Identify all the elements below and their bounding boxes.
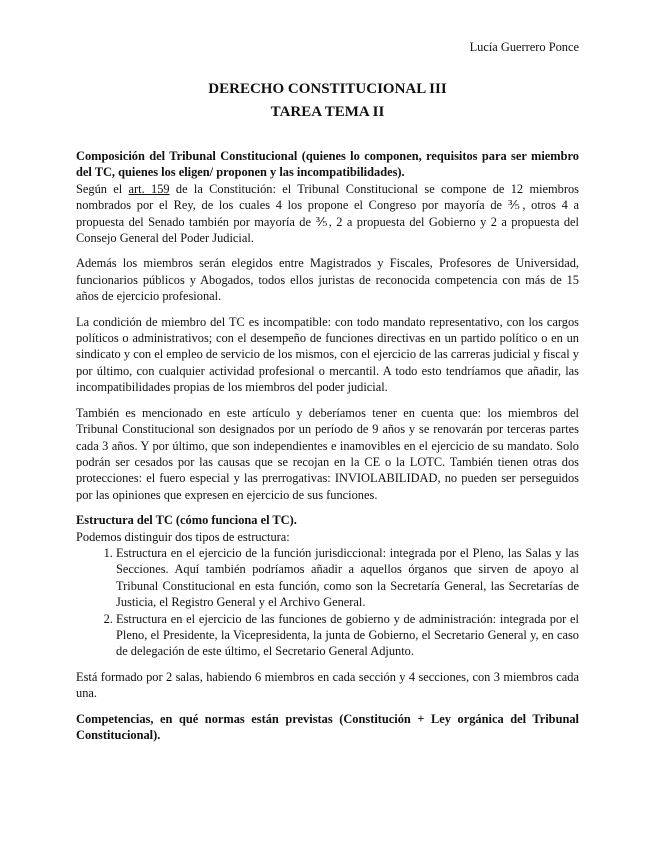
article-link[interactable]: art. 159 <box>128 181 170 196</box>
paragraph-term: También es mencionado en este artículo y deberíamos tener en cuenta que: los miembros del Tribunal Constitucional son designados por un período de 9 años y se renovarán por terceras partes cada 3 años. Y por último, que son independientes e inamovibles en el ejercicio de su mandato. Solo podrán ser cesados por las causas que se recojan en la CE o la LOTC. También tienen otras dos protecciones: el fuero especial y las prerrogativas: INVIOLABILIDAD, no pueden ser perseguidos por las opiniones que expresen en ejercicio de sus funciones. <box>76 405 579 502</box>
list-item: 2. Estructura en el ejercicio de las funciones de gobierno y de administración: integrada por el Pleno, el Presidente, la Vicepresidenta, la junta de Gobierno, el Secretario General y, en caso de delegación de este último, el Secretario General Adjunto. <box>116 611 579 660</box>
document-title: DERECHO CONSTITUCIONAL III <box>208 81 447 97</box>
paragraph-salas: Está formado por 2 salas, habiendo 6 miembros en cada sección y 4 secciones, con 3 miembros cada una. <box>76 669 579 701</box>
paragraph-requirements: Además los miembros serán elegidos entre Magistrados y Fiscales, Profesores de Universidad, funcionarios públicos y Abogados, todos ellos juristas de reconocida competencia con más de 15 años de ejercicio profesional. <box>76 256 579 304</box>
section-heading-competencies: Competencias, en qué normas están previstas (Constitución + Ley orgánica del Tribunal Constitucional). <box>76 711 579 742</box>
document-body <box>76 148 579 743</box>
paragraph-text: Según el <box>76 181 129 196</box>
structure-list <box>76 545 579 660</box>
section-heading-composition: Composición del Tribunal Constitucional (quienes lo componen, requisitos para ser miembro del TC, quienes los eligen/ proponen y las incompatibilidades). <box>76 149 579 180</box>
paragraph-text: de la Constitución: el Tribunal Constitucional se compone de 12 miembros nombrados por el Rey, de los cuales 4 los propone el Congreso por mayoría de ⅗, otros 4 a propuesta del Senado también por mayoría de ⅗, 2 a propuesta del Gobierno y 2 a propuesta del Consejo General del Poder Judicial. <box>76 181 579 246</box>
paragraph-incompatibilities: La condición de miembro del TC es incompatible: con todo mandato representativo, con los cargos políticos o administrativos; con el desempeño de funciones directivas en un partido político o en un sindicato y con el empleo de servicio de los mismos, con el ejercicio de las carreras judicial y fiscal y por último, con cualquier actividad profesional o mercantil. A todo esto tendríamos que añadir, las incompatibilidades propias de los miembros del poder judicial. <box>76 314 579 395</box>
paragraph-structure-intro: Podemos distinguir dos tipos de estructura: <box>76 529 290 544</box>
author-name: Lucía Guerrero Ponce <box>469 40 579 54</box>
document-subtitle: TAREA TEMA II <box>270 104 385 120</box>
section-heading-structure: Estructura del TC (cómo funciona el TC). <box>76 513 297 528</box>
list-item: 1. Estructura en el ejercicio de la función jurisdiccional: integrada por el Pleno, las Salas y las Secciones. Aquí también podríamos añadir a aquellos órganos que sirven de apoyo al Tribunal Constitucional en esta función, como son la Secretaría General, las Secretarías de Justicia, el Registro General y el Archivo General. <box>116 545 579 611</box>
paragraph-art159 <box>76 181 579 247</box>
